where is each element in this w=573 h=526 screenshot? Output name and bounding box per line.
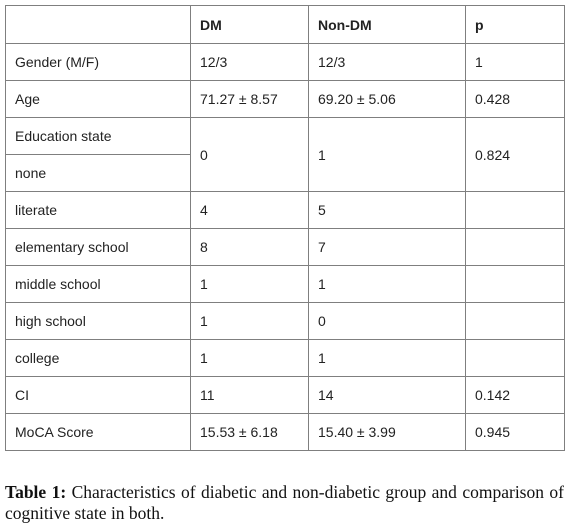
header-cell-non-dm: Non-DM xyxy=(309,6,466,44)
non-dm-value: 69.20 ± 5.06 xyxy=(309,81,466,118)
non-dm-value: 0 xyxy=(309,303,466,340)
table-row xyxy=(6,81,565,118)
row-label: Gender (M/F) xyxy=(6,44,191,81)
table-row xyxy=(6,192,565,229)
p-value: 1 xyxy=(466,44,565,81)
table-row xyxy=(6,340,565,377)
non-dm-value: 1 xyxy=(309,266,466,303)
dm-value: 8 xyxy=(191,229,309,266)
non-dm-value: 5 xyxy=(309,192,466,229)
dm-value: 11 xyxy=(191,377,309,414)
p-value xyxy=(466,340,565,377)
p-value: 0.824 xyxy=(466,118,565,192)
dm-value: 12/3 xyxy=(191,44,309,81)
non-dm-value: 1 xyxy=(309,340,466,377)
row-label: literate xyxy=(6,192,191,229)
caption-text: Characteristics of diabetic and non-diabetic group and comparison of cognitive state in both. xyxy=(5,482,564,523)
dm-value: 1 xyxy=(191,303,309,340)
table-row xyxy=(6,229,565,266)
row-label: Age xyxy=(6,81,191,118)
dm-value: 1 xyxy=(191,266,309,303)
table-row xyxy=(6,44,565,81)
dm-value: 1 xyxy=(191,340,309,377)
characteristics-table xyxy=(5,5,565,451)
row-label: middle school xyxy=(6,266,191,303)
non-dm-value: 12/3 xyxy=(309,44,466,81)
row-label: college xyxy=(6,340,191,377)
p-value: 0.428 xyxy=(466,81,565,118)
dm-value: 4 xyxy=(191,192,309,229)
p-value xyxy=(466,303,565,340)
table-row xyxy=(6,303,565,340)
p-value xyxy=(466,192,565,229)
header-cell-p: p xyxy=(466,6,565,44)
table-row xyxy=(6,266,565,303)
row-label: MoCA Score xyxy=(6,414,191,451)
dm-value: 71.27 ± 8.57 xyxy=(191,81,309,118)
p-value: 0.945 xyxy=(466,414,565,451)
row-label: none xyxy=(6,155,191,192)
header-cell-dm: DM xyxy=(191,6,309,44)
row-label: CI xyxy=(6,377,191,414)
non-dm-value: 14 xyxy=(309,377,466,414)
non-dm-value: 15.40 ± 3.99 xyxy=(309,414,466,451)
row-label: elementary school xyxy=(6,229,191,266)
row-label: Education state xyxy=(6,118,191,155)
dm-value: 15.53 ± 6.18 xyxy=(191,414,309,451)
p-value xyxy=(466,266,565,303)
p-value xyxy=(466,229,565,266)
table-row xyxy=(6,377,565,414)
caption-label: Table 1: xyxy=(5,482,67,502)
non-dm-value: 1 xyxy=(309,118,466,192)
row-label: high school xyxy=(6,303,191,340)
table-caption xyxy=(5,482,564,524)
dm-value: 0 xyxy=(191,118,309,192)
non-dm-value: 7 xyxy=(309,229,466,266)
table-row xyxy=(6,414,565,451)
table-header-row xyxy=(6,6,565,44)
p-value: 0.142 xyxy=(466,377,565,414)
table-row xyxy=(6,118,565,155)
header-cell-empty xyxy=(6,6,191,44)
